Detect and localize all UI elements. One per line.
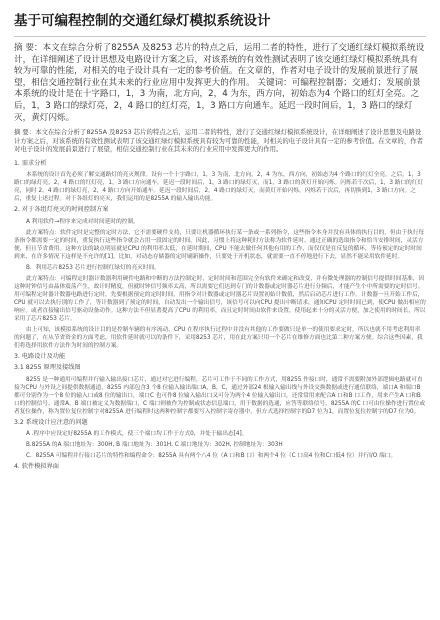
body-paragraph: B.8255A 的A 端口地址为：300H, B 端口地址为：301H, C 端口地址为：302H, 控制地址为：303H [26,441,283,448]
body-paragraph: A 利用软件→程序来完成对时间延时的控制。 [26,218,139,225]
page-title: 基于可编程控制的交通红绿灯模拟系统设计 [14,13,271,29]
body-paragraph: 本系统的设计首先必须了解交通路灯的亮灭规律。设有一个十字路口，1，3 为南，北方向，2，4 为东，西方向，初始态为4 个路口的红灯全亮。之后，1，3 路口的绿灯亮，2，4 路口的红灯亮，1，3 路口方向通车。延迟一段时间后，1，3 路口的绿灯灭，而1，3 路口的黄灯开始闪烁。闪烁若干次后，1，3 路口的红灯亮，同时 2，4 路口的绿灯亮，2，4 路口方向开始通车。延迟一段时间后，2，4 路口的绿灯灭，而黄灯开始闪烁。闪烁若干次后，再切换到1，3 路口方向。之后，重复上述过程。对于各组灯的亮灭，我们运用的是8255A 的输入输出功能。 [14,172,424,203]
section-heading: 3.1 8255 原理及接线图 [14,364,81,372]
section-heading: 3.2 系统设计应注意的问题 [14,418,88,426]
section-heading: 4. 软件模拟界面 [14,462,59,470]
body-paragraph: 由上可知，该模拟系统的设计目的是控制车辆的有序流动，CPU 在程序执行过程中并没有其他的工作要做只是单一的使用要求定时，所以也就不用考虑利用率的问题了，在从节省资金的方面考虑，用软件延时就可以的条件下，采用8253 芯片，用在此方案只用一个芯片在维修方面也比第二种方案方便。综合这些因素，我们将选择用软件方法作为时间的控制方案。 [14,326,423,349]
abstract-large: 摘 要：本文在综合分析了8255A 及8253 芯片的特点之后，运用二者的特性，进行了交通红绿灯模拟系统设计，在详细阐述了设计思想及电路设计方案之后，对该系统的有效性测试表明了该交通红绿灯模拟系统具有较为可靠的性能，对相关的电子设计具有一定的参考价值。在文章的，作者对电子设计的发展前景进行了展望，相信交通控制行业在其未来的行业应用中发挥更大的作用。 关键词：可编程控制器；交通灯；发展前景 本系统的设计是在十字路口，1，3 为南，北方向，2，4 为东，西方向，初始态为4 个路口的红灯全亮。之后，1，3 路口的绿灯亮，2，4 路口的红灯亮，1，3 路口方向通车。延迟一段时间后，1，3 路口的绿灯灭，黄灯闪烁。 [14,43,425,123]
section-heading: 3. 电路设计及功能 [14,352,66,360]
body-paragraph: 此方案特点：可编程定时器计数器利用硬件电路和中断的方法控制定时，定时时间和范围完全有软件来确定和改变，并有微处理器的控制信号提供时间基准，因这种时钟信号由晶体震荡产生，故计时精度，但就时钟信号频率太高，所以需要它们达到专门的计数器或定时器芯片进行分频后，才能产生个中所需要的定时信号。用可编程定时器计数器电路进行定时，先要根据预定的定时时间，用指令对计数器或定时器芯片设置初始计数值，然后启动芯片进行工作。计数器一旦开始工作后，CPU 就可以去执行别的工作了，等计数器到了预定的时间，自动发出一个输出信号，该信号可以向CPU 提出中断请求，通知CPU 定时时间已到，使CPU 做出相应的响应。或者直接输出信号驱动设备动作。这种方法不但显著提高了CPU 的利用率，而且定时时间由软件来设置，使用起来十分的灵活方便，加之使用的时间长，所以采用了芯片8253 芯片。 [14,275,426,322]
body-paragraph: A .程序中应设定好8255A 的工作模式，使三个端口均工作于方式0，并处于输出态[4]。 [26,430,248,437]
abstract-small: 摘 要：本文在综合分析了8255A 及8253 芯片的特点之后，运用二者的特性，进行了交通红绿灯模拟系统设计，在详细阐述了设计思想及电路设计方案之后，对该系统的有效性测试表明了该交通红绿灯模拟系统具有较为可靠的性能，对相关的电子设计具有一定的参考价值。在文章的，作者对电子设计的发展前景进行了展望，相信交通控制行业在其未来的行业应用中发挥更大的作用。 [14,128,423,154]
body-paragraph: C．8255A 可编程并行接口芯片的特性和编程命令：8255A 具有两个八4 位（A 口和B 口）和两个4 位（C 口高4 位和C口低4 位）并行I/O 端口。 [26,452,397,459]
body-paragraph: 此方案特点：软件定时是完整的定时方法，它不需要硬件支持，只要让机器循环执行某一条或一系列指令，这些指令本身并没有具体的执行目的，但由于执行每条指令都需要一定的时间，重复执行这些指令就会占用一段固定的时间。因此，习惯上将这种耗时方法称为软件延时。通过正确的选取指令和恰当安排时间，灵活方便，但且节省费用。这种方法的缺点明显就是CPU 的利用率太低，在延时期间，CPU 不能去做任何其他有用的工作，而仅仅是在反复的循环，等待预定的定时时间到来，在许多情况下这样是不允许的[1]。比如，对动态存储器的定时刷新操作，只要处于开机状态，就需要一直不停地进行下去，显然不能采用软件延时。 [14,229,425,260]
section-heading: 1. 需求分析 [14,159,47,167]
article-body [14,160,426,471]
section-heading: 2. 对于各组灯亮灭的时间控制方案 [14,206,109,214]
title-divider [14,36,426,37]
body-paragraph: B．利用芯片8253 芯片进行控制红绿灯的亮灭时间。 [26,264,160,271]
body-paragraph: 8255 是一种通用可编程并行输入输出接口芯片，通过对它进行编程，芯片可工作于不同的工作方式，用8255 作接口时，通常不需要附加外部逻辑电路就可直接为CPU 与外设之间提供数据通道，8255 内部包含3 个8 位输入输出端口A，B，C，通过外部24 根输入输出线与外设交换数据或进行通信联络，端口A 和端口B 都可分别作为一个8 位的输入口或8 位的输出口，端口C 也可作8 位输入输出口又可分为两个4 位输入输出口，还常常用来配合A 口和B 口工作，用来产生A 口和B 口的控制信号，通常A，B 端口被定义为数据端口，C 端口则被作为控制或状态信息端口，用于数据的选通，应答等联络信号，8255A 的C 口可由位操作进行置位或者复位操作，称为置位复位控制字对8255A 进行编程时这两种控制字都要写入控制字寄存器中，但方式选择控制字的D7 位为1，而置位复位控制字的D7 位为0。 [14,376,426,415]
